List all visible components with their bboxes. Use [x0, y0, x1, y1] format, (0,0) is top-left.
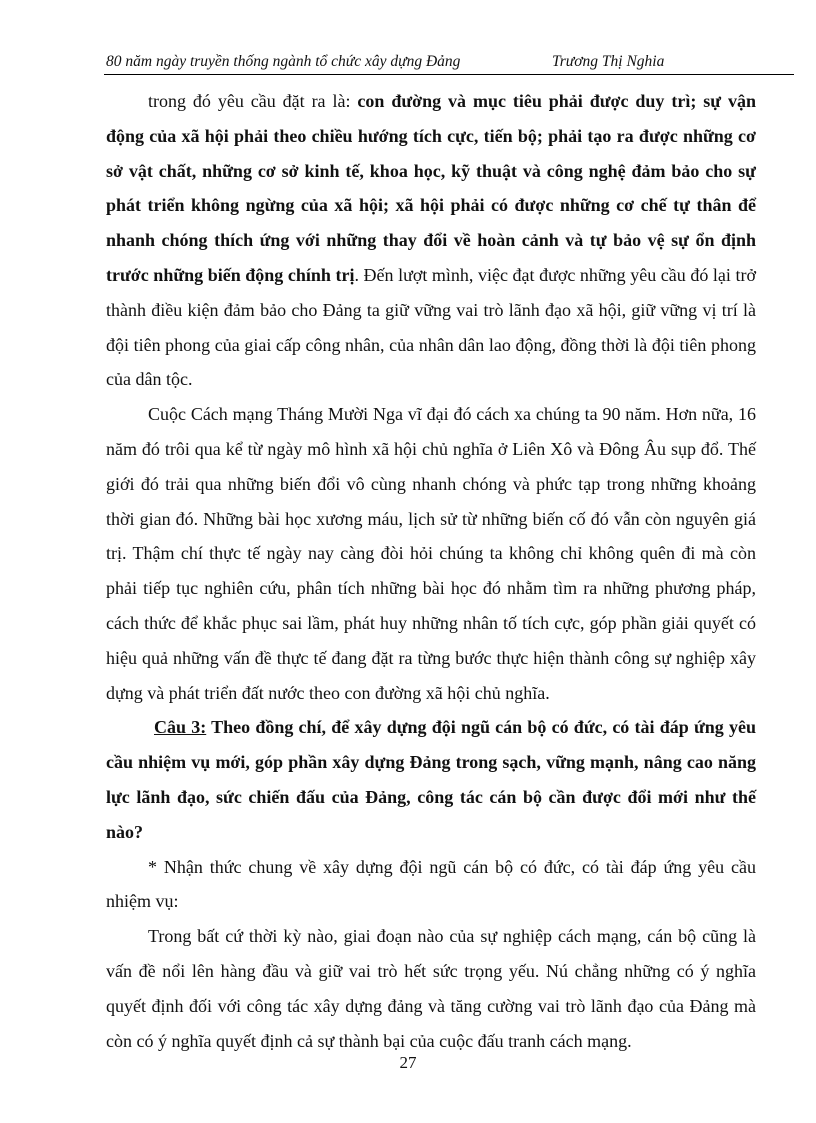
document-body: [106, 84, 756, 1058]
question-text: Theo đồng chí, để xây dựng đội ngũ cán bộ có đức, có tài đáp ứng yêu cầu nhiệm vụ mới, góp phần xây dựng Đảng trong sạch, vững mạnh, nâng cao năng lực lãnh đạo, sức chiến đấu của Đảng, công tác cán bộ cần được đổi mới như thế nào?: [106, 717, 756, 842]
header-author: Trương Thị Nghia: [552, 53, 665, 70]
header-title: 80 năm ngày truyền thống ngành tổ chức xây dựng Đảng: [106, 53, 461, 70]
paragraph-3: * Nhận thức chung về xây dựng đội ngũ cán bộ có đức, có tài đáp ứng yêu cầu nhiệm vụ:: [106, 856, 756, 912]
question-heading: [106, 710, 756, 849]
paragraph-1-bold: con đường và mục tiêu phải được duy trì; sự vận động của xã hội phải theo chiều hướng tích cực, tiến bộ; phải tạo ra được những cơ sở vật chất, những cơ sở kinh tế, khoa học, kỹ thuật và công nghệ đảm bảo cho sự phát triển không ngừng của xã hội; xã hội phải có được những cơ chế tự thân để nhanh chóng thích ứng với những thay đổi về hoàn cảnh và tự bảo vệ sự ổn định trước những biến động chính trị: [106, 91, 756, 285]
paragraph-1-end: . Đến lượt mình, việc đạt được những yêu cầu đó lại trở thành điều kiện đảm bảo cho Đảng ta giữ vững vai trò lãnh đạo xã hội, giữ vững vị trí là đội tiên phong của giai cấp công nhân, của nhân dân lao động, đồng thời là đội tiên phong của dân tộc.: [106, 264, 756, 390]
paragraph-2: Cuộc Cách mạng Tháng Mười Nga vĩ đại đó cách xa chúng ta 90 năm. Hơn nữa, 16 năm đó trôi qua kể từ ngày mô hình xã hội chủ nghĩa ở Liên Xô và Đông Âu sụp đổ. Thế giới đó trải qua những biến đổi vô cùng nhanh chóng và phức tạp trong những khoảng thời gian đó. Những bài học xương máu, lịch sử từ những biến cố đó vẫn còn nguyên giá trị. Thậm chí thực tế ngày nay càng đòi hỏi chúng ta không chỉ không quên đi mà còn phải tiếp tục nghiên cứu, phân tích những bài học đó nhằm tìm ra những phương pháp, cách thức để khắc phục sai lầm, phát huy những nhân tố tích cực, góp phần giải quyết có hiệu quả những vấn đề thực tế đang đặt ra từng bước thực hiện thành công sự nghiệp xây dựng và phát triển đất nước theo con đường xã hội chủ nghĩa.: [106, 404, 756, 703]
paragraph-1: [106, 84, 756, 397]
question-label: Câu 3:: [154, 717, 207, 738]
paragraph-1-start: trong đó yêu cầu đặt ra là:: [148, 91, 358, 111]
paragraph-4: Trong bất cứ thời kỳ nào, giai đoạn nào của sự nghiệp cách mạng, cán bộ cũng là vấn đề nổi lên hàng đầu và giữ vai trò hết sức trọng yếu. Nú chẳng những có ý nghĩa quyết định đối với công tác xây dựng đảng và tăng cường vai trò lãnh đạo của Đảng mà còn có ý nghĩa quyết định cả sự thành bại của cuộc đấu tranh cách mạng.: [106, 926, 756, 1051]
page-header: [104, 50, 794, 75]
page-number: 27: [399, 1053, 417, 1072]
